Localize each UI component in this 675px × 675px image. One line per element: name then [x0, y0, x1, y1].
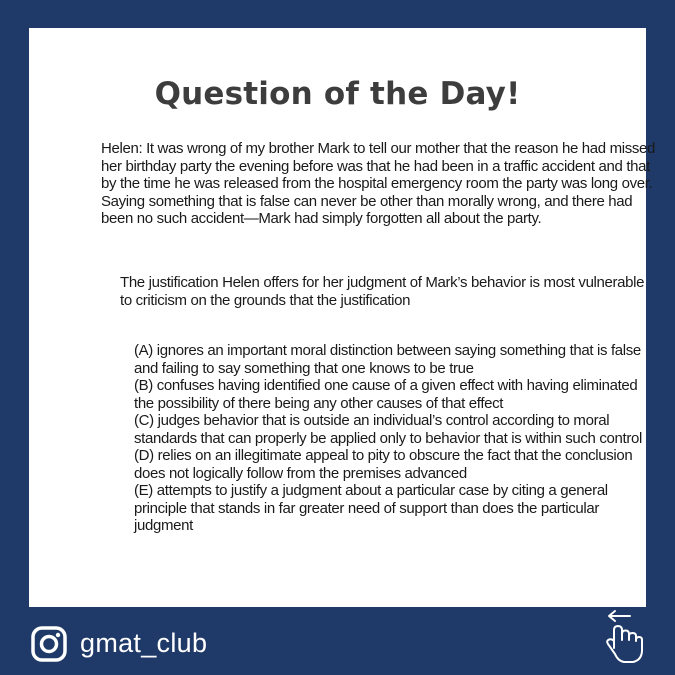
answer-choices: [134, 342, 654, 535]
answer-choice-b: (B) confuses having identified one cause of a given effect with having eliminated the possibility of there being any other causes of that effect: [134, 377, 638, 412]
social-handle[interactable]: gmat_club: [80, 628, 208, 658]
swipe-hand-icon[interactable]: [600, 608, 650, 666]
passage-text: Helen: It was wrong of my brother Mark to tell our mother that the reason he had missed her birthday party the evening before was that he had been in a traffic accident and that by the time he was released from the hospital emergency room the party was long over. Saying something that is false can never be other than morally wrong, and there had been no such accident—Mark had simply forgotten all about the party.: [101, 140, 655, 227]
answer-choice-e: (E) attempts to justify a judgment about a particular case by citing a general principle that stands in far greater need of support than does the particular judgment: [134, 482, 608, 534]
page-title: Question of the Day!: [154, 76, 521, 112]
answer-choice-c: (C) judges behavior that is outside an individual’s control according to moral standards that can properly be applied only to behavior that is within such control: [134, 412, 642, 447]
answer-choice-d: (D) relies on an illegitimate appeal to pity to obscure the fact that the conclusion does not logically follow from the premises advanced: [134, 447, 633, 482]
instagram-icon[interactable]: [30, 625, 68, 663]
question-card: [29, 28, 655, 607]
answer-choice-a: (A) ignores an important moral distinction between saying something that is false and failing to say something that one knows to be true: [134, 342, 641, 377]
question-stem: The justification Helen offers for her judgment of Mark’s behavior is most vulnerable to criticism on the grounds that the justification: [120, 274, 645, 309]
